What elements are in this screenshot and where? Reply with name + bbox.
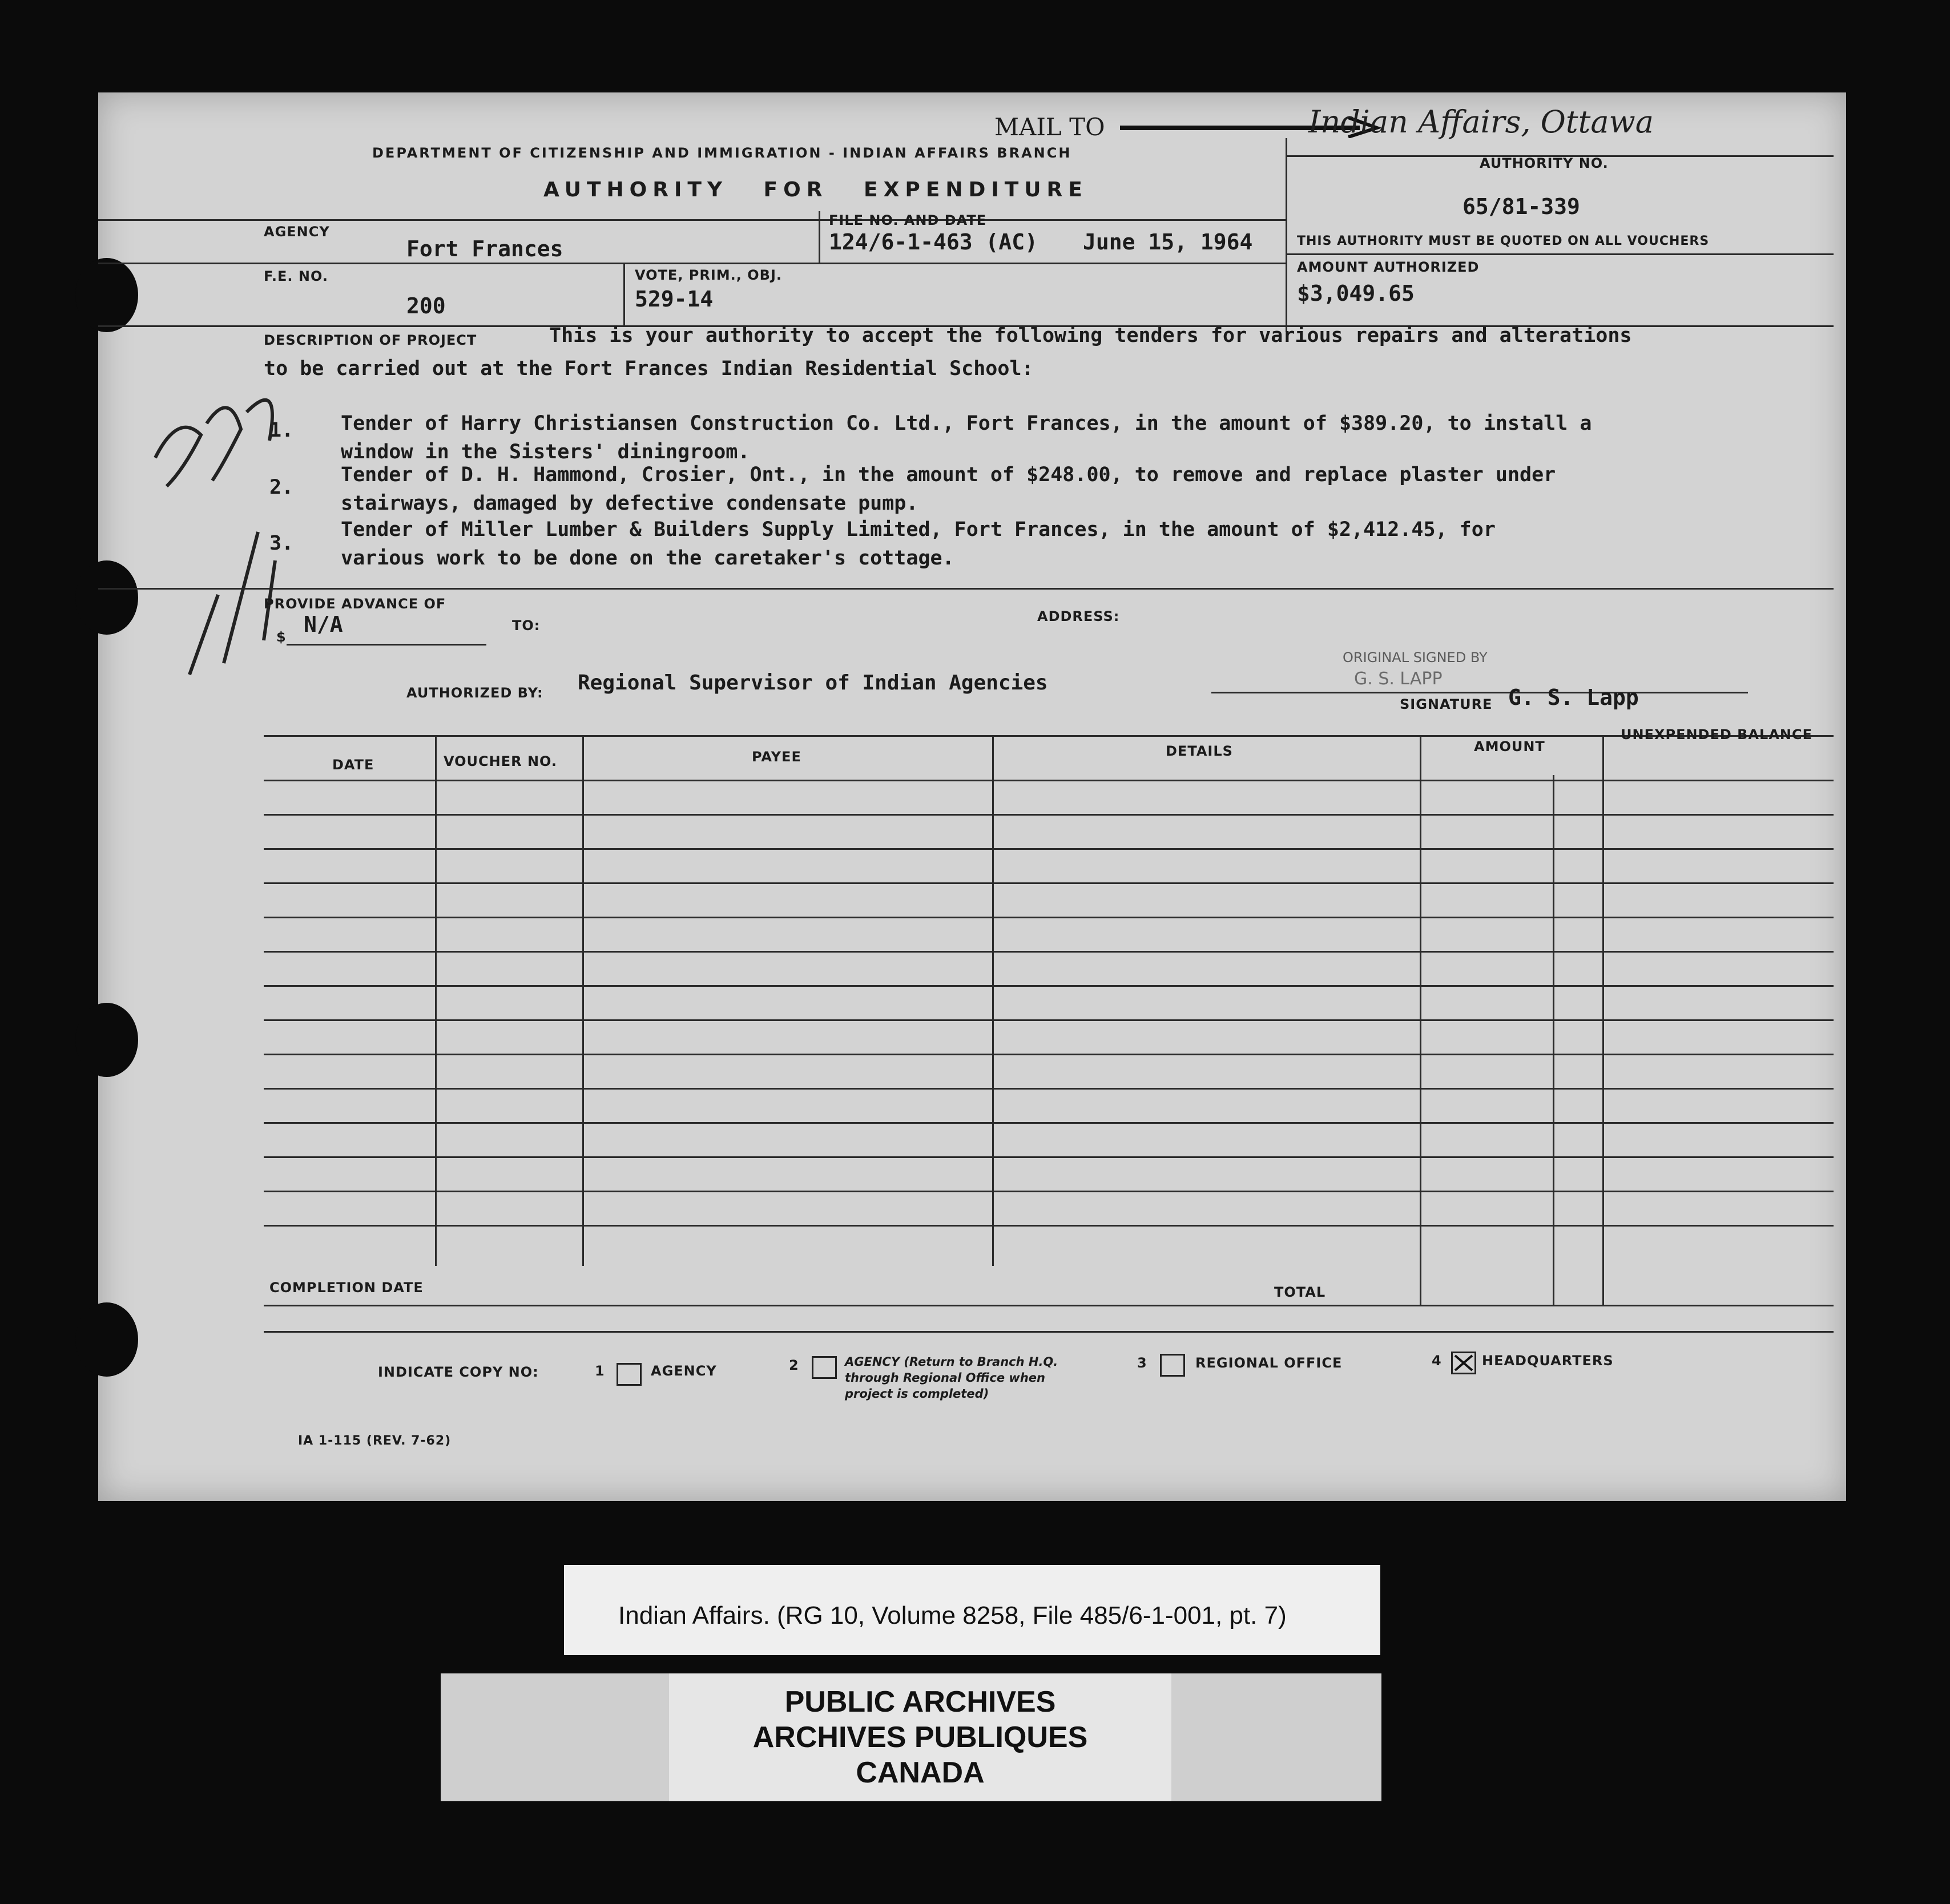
item-number: 3. [269, 532, 294, 555]
original-signed-stamp: ORIGINAL SIGNED BY [1343, 650, 1488, 665]
copy-label: INDICATE COPY NO: [378, 1364, 539, 1380]
authorized-label: AUTHORIZED BY: [406, 685, 543, 701]
vote-label: VOTE, PRIM., OBJ. [635, 267, 783, 283]
archive-reference-card [564, 1565, 1380, 1655]
copy-1-number: 1 [595, 1363, 605, 1379]
item-number: 2. [269, 476, 294, 499]
description-intro-2: to be carried out at the Fort Frances Indian Residential School: [264, 357, 1034, 380]
agency-value: Fort Frances [406, 236, 563, 261]
copy-4-number: 4 [1432, 1353, 1442, 1369]
copy-3-checkbox[interactable] [1160, 1354, 1185, 1377]
archives-line-3: CANADA [856, 1756, 985, 1789]
punch-hole [75, 560, 138, 635]
col-amount: AMOUNT [1474, 739, 1545, 755]
copy-2-number: 2 [789, 1357, 799, 1373]
fe-value: 200 [406, 293, 446, 318]
fe-label: F.E. NO. [264, 268, 328, 284]
archive-reference: Indian Affairs. (RG 10, Volume 8258, File 485/6-1-001, pt. 7) [618, 1602, 1287, 1629]
col-unexpended-balance: UNEXPENDED BALANCE [1621, 727, 1812, 743]
department-header: DEPARTMENT OF CITIZENSHIP AND IMMIGRATION - INDIAN AFFAIRS BRANCH [372, 145, 1072, 161]
total-label: TOTAL [1274, 1284, 1326, 1300]
advance-value: N/A [304, 612, 343, 637]
advance-label: PROVIDE ADVANCE OF [264, 596, 446, 612]
col-voucher: VOUCHER NO. [444, 753, 558, 769]
authorized-by: Regional Supervisor of Indian Agencies [578, 671, 1048, 695]
description-label: DESCRIPTION OF PROJECT [264, 332, 477, 348]
copy-4-label: HEADQUARTERS [1482, 1353, 1614, 1369]
signed-name-stamp: G. S. LAPP [1354, 669, 1443, 689]
col-payee: PAYEE [752, 749, 801, 765]
file-label: FILE NO. AND DATE [829, 212, 987, 228]
advance-dollar: $ [276, 629, 287, 645]
item-text: various work to be done on the caretaker's cottage. [341, 547, 954, 570]
copy-1-checkbox[interactable] [617, 1363, 642, 1386]
mail-to-label: MAIL TO [994, 113, 1105, 141]
advance-to-label: TO: [512, 618, 541, 634]
copy-4-checkbox[interactable] [1451, 1352, 1476, 1374]
col-details: DETAILS [1166, 743, 1233, 759]
signature-value: G. S. Lapp [1508, 685, 1639, 710]
vote-value: 529-14 [635, 287, 714, 312]
item-text: Tender of Miller Lumber & Builders Supply Limited, Fort Frances, in the amount of $2,412.45, for [341, 518, 1496, 541]
form-sheet [98, 92, 1846, 1501]
item-text: window in the Sisters' diningroom. [341, 441, 750, 463]
copy-1-label: AGENCY [651, 1363, 717, 1379]
address-label: ADDRESS: [1037, 608, 1120, 624]
punch-hole [75, 258, 138, 332]
copy-3-label: REGIONAL OFFICE [1195, 1355, 1343, 1371]
signature-label: SIGNATURE [1400, 696, 1493, 712]
copy-2-label: AGENCY (Return to Branch H.Q. through Regional Office when project is completed) [845, 1355, 1058, 1401]
agency-label: AGENCY [264, 224, 330, 240]
copy-2-checkbox[interactable] [812, 1356, 837, 1379]
authority-no-label: AUTHORITY NO. [1480, 155, 1609, 171]
mail-to-handwritten: Indian Affairs, Ottawa [1308, 104, 1654, 140]
punch-hole [75, 1302, 138, 1377]
item-number: 1. [269, 419, 294, 442]
col-date: DATE [332, 757, 374, 773]
authority-note: THIS AUTHORITY MUST BE QUOTED ON ALL VOUCHERS [1297, 234, 1710, 248]
copy-3-number: 3 [1137, 1355, 1147, 1371]
amount-label: AMOUNT AUTHORIZED [1297, 259, 1480, 275]
item-text: Tender of Harry Christiansen Construction Co. Ltd., Fort Frances, in the amount of $389.20, to install a [341, 412, 1592, 435]
item-text: Tender of D. H. Hammond, Crosier, Ont., in the amount of $248.00, to remove and replace plaster under [341, 463, 1556, 486]
archives-line-1: PUBLIC ARCHIVES [784, 1685, 1056, 1719]
form-title: AUTHORITY FOR EXPENDITURE [543, 178, 1088, 201]
check-x-icon [1453, 1353, 1474, 1373]
form-code: IA 1-115 (REV. 7-62) [298, 1434, 452, 1448]
punch-hole [75, 1003, 138, 1077]
completion-date-label: COMPLETION DATE [269, 1280, 424, 1296]
item-text: stairways, damaged by defective condensate pump. [341, 492, 918, 515]
authority-no: 65/81-339 [1462, 194, 1580, 219]
amount-authorized: $3,049.65 [1297, 281, 1415, 306]
file-date: June 15, 1964 [1083, 229, 1253, 255]
archives-stamp [441, 1673, 1381, 1801]
archives-line-2: ARCHIVES PUBLIQUES [752, 1721, 1088, 1754]
description-intro: This is your authority to accept the following tenders for various repairs and alterations [549, 324, 1632, 347]
file-number: 124/6-1-463 (AC) [829, 229, 1038, 255]
